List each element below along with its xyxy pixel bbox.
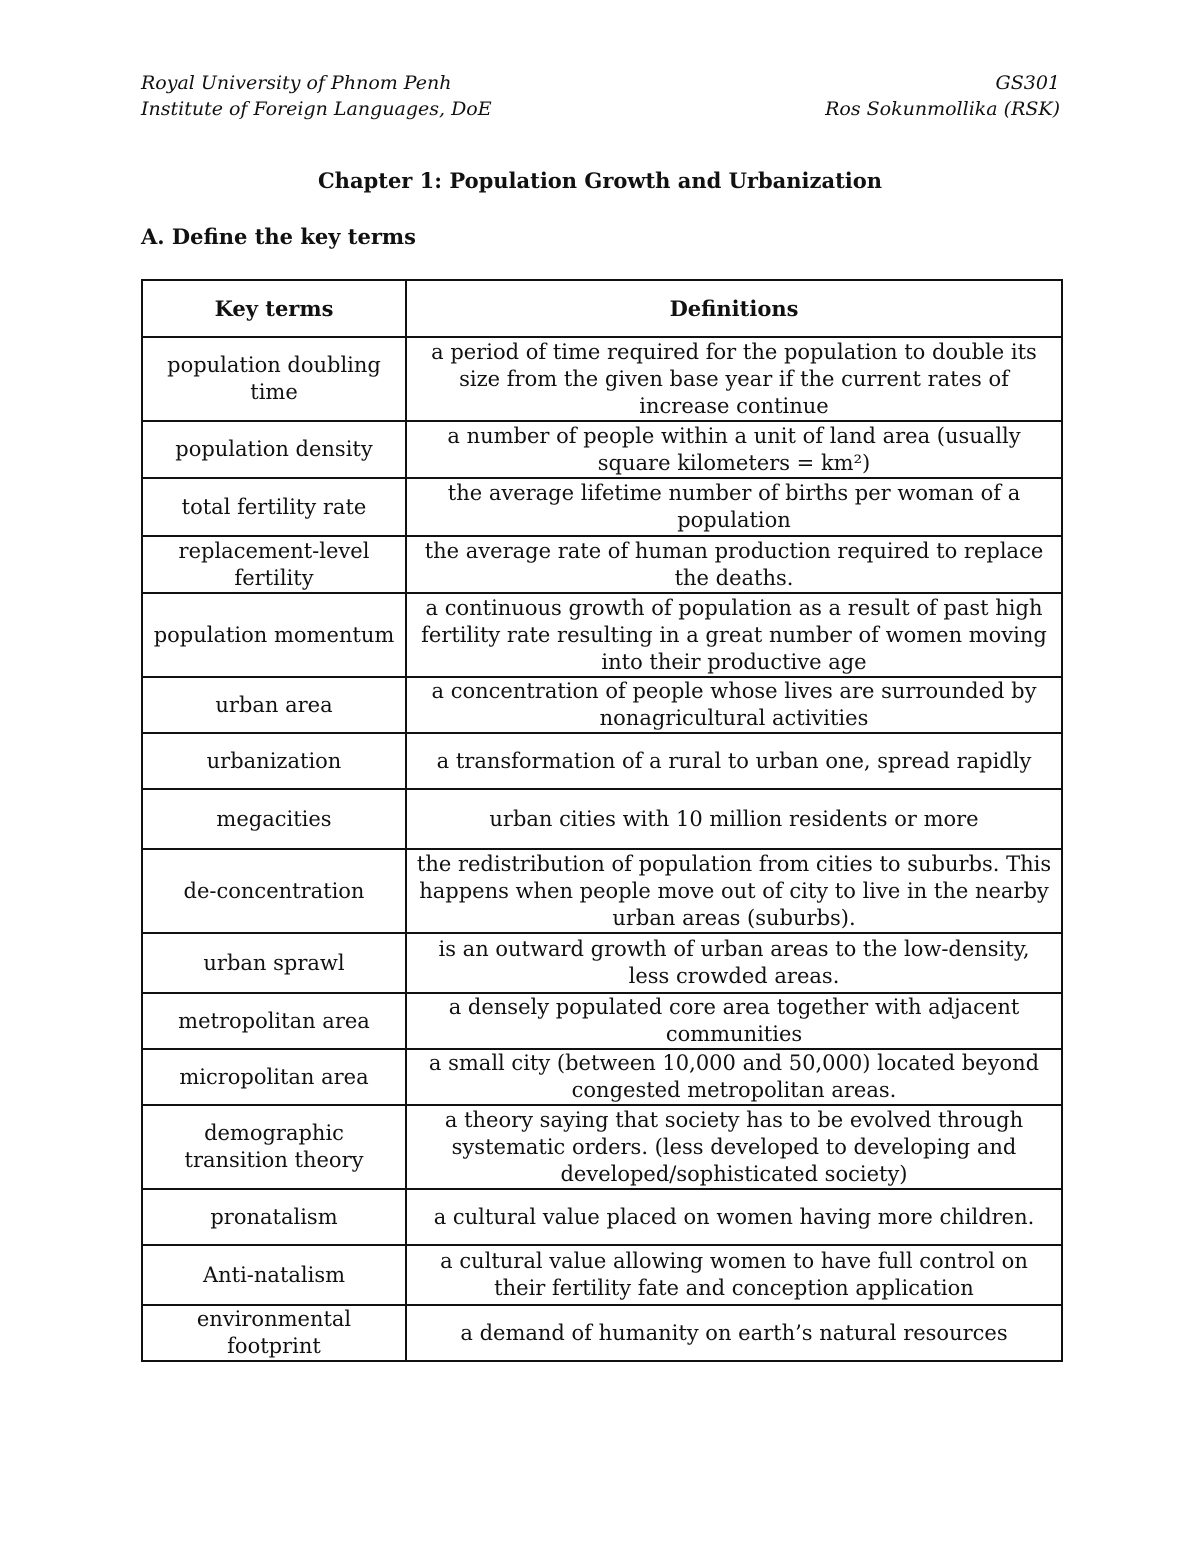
course-code: GS301 [995, 72, 1060, 94]
term-cell: de-concentration [142, 849, 406, 933]
term-cell: population density [142, 421, 406, 478]
term-cell: urbanization [142, 733, 406, 789]
table-row [142, 536, 1062, 593]
header-row-1 [141, 70, 1060, 96]
table-row [142, 733, 1062, 789]
term-cell: Anti-natalism [142, 1245, 406, 1305]
definition-cell: a small city (between 10,000 and 50,000) located beyond congested metropolitan areas. [406, 1049, 1062, 1105]
definition-cell: a continuous growth of population as a result of past high fertility rate resulting in a great number of women moving into their productive age [406, 593, 1062, 677]
section-heading: A. Define the key terms [141, 224, 416, 249]
term-cell: population doubling time [142, 337, 406, 421]
term-cell: environmental footprint [142, 1305, 406, 1361]
term-cell: metropolitan area [142, 993, 406, 1049]
table-row [142, 421, 1062, 478]
definition-cell: a cultural value allowing women to have full control on their fertility fate and conception application [406, 1245, 1062, 1305]
page-header [141, 70, 1060, 122]
definition-cell: the redistribution of population from cities to suburbs. This happens when people move out of city to live in the nearby urban areas (suburbs). [406, 849, 1062, 933]
table-row [142, 337, 1062, 421]
definition-cell: is an outward growth of urban areas to the low-density, less crowded areas. [406, 933, 1062, 993]
definition-cell: a concentration of people whose lives are surrounded by nonagricultural activities [406, 677, 1062, 733]
definition-cell: a theory saying that society has to be evolved through systematic orders. (less developed to developing and developed/sophisticated society) [406, 1105, 1062, 1189]
university-name: Royal University of Phnom Penh [141, 72, 452, 94]
table-row [142, 593, 1062, 677]
term-cell: urban area [142, 677, 406, 733]
author-name: Ros Sokunmollika (RSK) [825, 98, 1060, 120]
institute-name: Institute of Foreign Languages, DoE [141, 98, 492, 120]
table-row [142, 677, 1062, 733]
term-cell: total fertility rate [142, 478, 406, 536]
definition-cell: urban cities with 10 million residents or more [406, 789, 1062, 849]
header-row-2 [141, 96, 1060, 122]
definition-cell: a densely populated core area together with adjacent communities [406, 993, 1062, 1049]
column-header-definitions: Definitions [406, 280, 1062, 337]
table-row [142, 933, 1062, 993]
definition-cell: a period of time required for the population to double its size from the given base year if the current rates of increase continue [406, 337, 1062, 421]
table-row [142, 478, 1062, 536]
column-header-key-terms: Key terms [142, 280, 406, 337]
definition-cell: a cultural value placed on women having more children. [406, 1189, 1062, 1245]
term-cell: demographic transition theory [142, 1105, 406, 1189]
table-row [142, 1245, 1062, 1305]
chapter-title: Chapter 1: Population Growth and Urbanization [317, 168, 883, 193]
table-row [142, 993, 1062, 1049]
table-row [142, 1305, 1062, 1361]
definition-cell: the average lifetime number of births per woman of a population [406, 478, 1062, 536]
term-cell: urban sprawl [142, 933, 406, 993]
table-row [142, 849, 1062, 933]
definition-cell: a transformation of a rural to urban one, spread rapidly [406, 733, 1062, 789]
table-row [142, 1049, 1062, 1105]
table-row [142, 1105, 1062, 1189]
definition-cell: a number of people within a unit of land area (usually square kilometers = km²) [406, 421, 1062, 478]
table-header-row [142, 280, 1062, 337]
table-row [142, 1189, 1062, 1245]
key-terms-table [141, 279, 1063, 1362]
table-row [142, 789, 1062, 849]
definition-cell: the average rate of human production required to replace the deaths. [406, 536, 1062, 593]
definition-cell: a demand of humanity on earth’s natural resources [406, 1305, 1062, 1361]
term-cell: population momentum [142, 593, 406, 677]
term-cell: replacement-level fertility [142, 536, 406, 593]
term-cell: megacities [142, 789, 406, 849]
term-cell: micropolitan area [142, 1049, 406, 1105]
term-cell: pronatalism [142, 1189, 406, 1245]
